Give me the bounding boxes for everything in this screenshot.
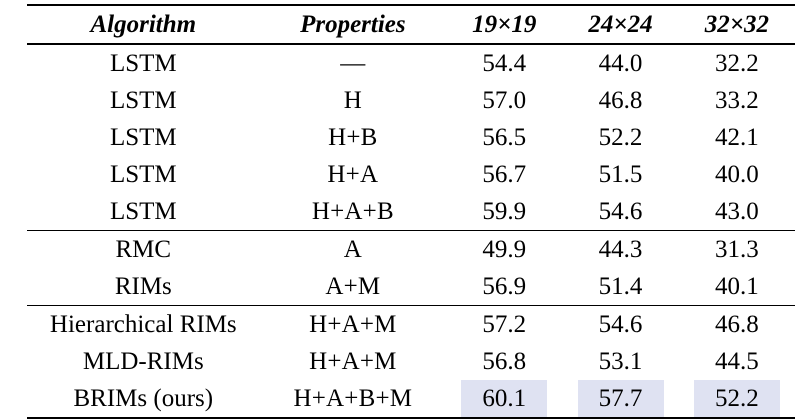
cell-properties: H+B (328, 124, 378, 151)
cell-19x19: 56.8 (482, 348, 527, 375)
cell-properties: H+A+B (260, 193, 446, 231)
cell-32x32-highlighted (679, 380, 795, 418)
cell-32x32: 40.1 (679, 268, 795, 306)
cell-properties: H+A (327, 161, 379, 188)
cell-properties: — (340, 50, 366, 77)
cell-32x32: 43.0 (679, 193, 795, 231)
cell-properties: H+A+B+M (260, 380, 446, 418)
table-row (27, 193, 795, 231)
highlight-value-32x32: 52.2 (694, 380, 780, 417)
cell-19x19: 56.9 (446, 268, 562, 306)
table-row (27, 82, 795, 119)
column-header-32x32: 32×32 (679, 5, 795, 44)
cell-algorithm: LSTM (109, 87, 177, 114)
cell-32x32: 46.8 (714, 311, 759, 338)
cell-24x24-highlighted (562, 380, 678, 418)
cell-algorithm: LSTM (27, 193, 260, 231)
column-header-properties: Properties (260, 5, 446, 44)
cell-19x19: 57.0 (482, 87, 527, 114)
cell-algorithm: RMC (115, 236, 172, 263)
cell-24x24: 51.4 (562, 268, 678, 306)
results-table (27, 4, 795, 419)
table-row (27, 343, 795, 380)
cell-32x32: 44.5 (714, 348, 759, 375)
cell-properties: H+A+M (309, 311, 397, 338)
cell-19x19: 57.2 (482, 311, 527, 338)
cell-19x19-highlighted (446, 380, 562, 418)
table-row (27, 44, 795, 82)
cell-24x24: 54.6 (562, 193, 678, 231)
cell-properties: H (343, 87, 362, 114)
cell-32x32: 31.3 (714, 236, 759, 263)
cell-19x19: 59.9 (446, 193, 562, 231)
cell-24x24: 52.2 (598, 124, 643, 151)
cell-properties: H+A+M (309, 348, 397, 375)
highlight-value-24x24: 57.7 (578, 380, 664, 417)
cell-19x19: 49.9 (482, 236, 527, 263)
cell-19x19: 54.4 (482, 50, 527, 77)
column-header-algorithm: Algorithm (27, 5, 260, 44)
cell-24x24: 54.6 (598, 311, 643, 338)
column-header-24x24: 24×24 (562, 5, 678, 44)
table-row (27, 268, 795, 306)
cell-24x24: 53.1 (598, 348, 643, 375)
table-row (27, 231, 795, 269)
table-header-row (27, 5, 795, 44)
cell-32x32: 33.2 (714, 87, 759, 114)
cell-algorithm: MLD-RIMs (82, 348, 204, 375)
cell-19x19: 56.5 (482, 124, 527, 151)
cell-24x24: 51.5 (598, 161, 643, 188)
cell-algorithm: RIMs (27, 268, 260, 306)
cell-algorithm: BRIMs (ours) (27, 380, 260, 418)
cell-19x19: 56.7 (482, 161, 527, 188)
column-header-19x19: 19×19 (446, 5, 562, 44)
table-row (27, 156, 795, 193)
table-row (27, 306, 795, 344)
table-row (27, 119, 795, 156)
highlight-value-19x19: 60.1 (461, 380, 547, 417)
cell-32x32: 32.2 (714, 50, 759, 77)
cell-32x32: 40.0 (714, 161, 759, 188)
cell-32x32: 42.1 (714, 124, 759, 151)
cell-algorithm: LSTM (109, 50, 177, 77)
cell-properties: A+M (260, 268, 446, 306)
cell-properties: A (343, 236, 362, 263)
cell-algorithm: LSTM (109, 124, 177, 151)
cell-24x24: 44.0 (598, 50, 643, 77)
cell-algorithm: LSTM (109, 161, 177, 188)
table-row-highlighted (27, 380, 795, 418)
cell-24x24: 46.8 (598, 87, 643, 114)
cell-algorithm: Hierarchical RIMs (49, 311, 237, 338)
cell-24x24: 44.3 (598, 236, 643, 263)
